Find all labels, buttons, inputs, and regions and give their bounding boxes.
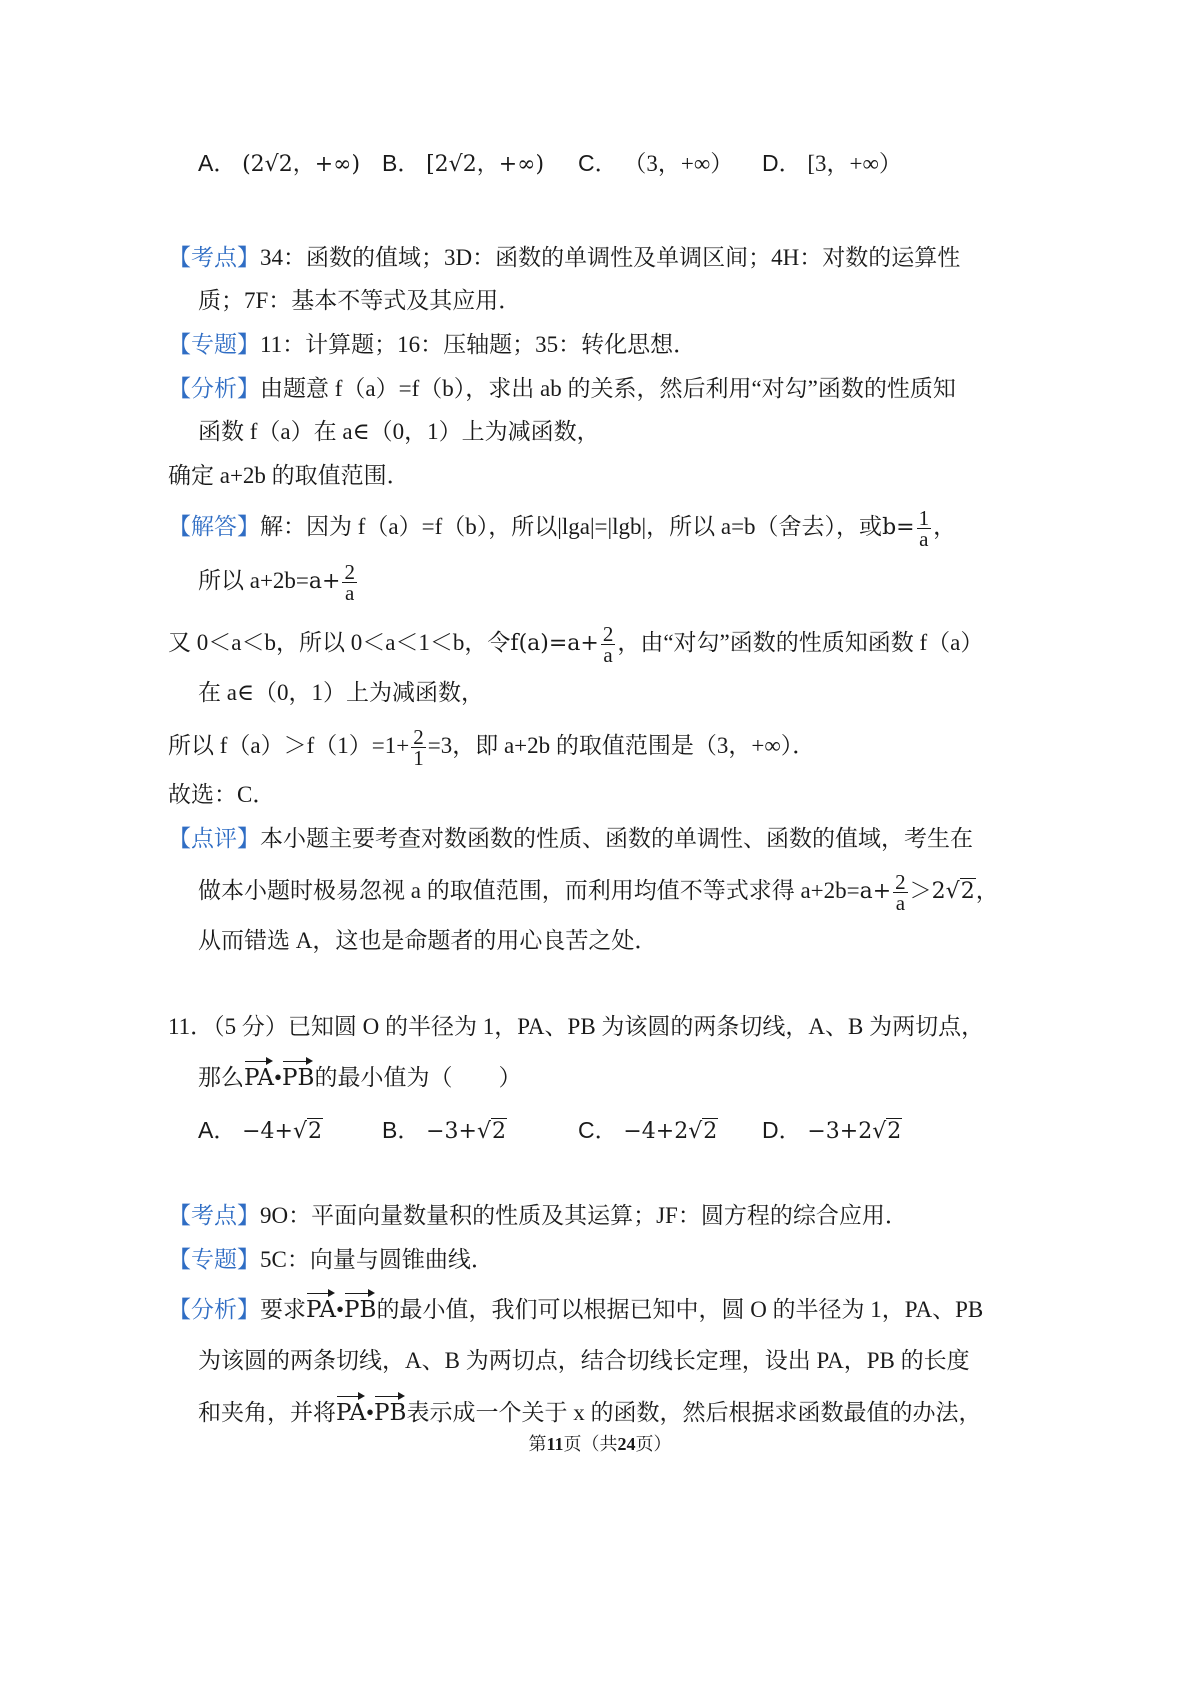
radicand: 2 bbox=[703, 1119, 718, 1144]
jieda-text: 解：因为 f（a）=f（b），所以|lga|=|lgb|，所以 a=b（舍去），或 bbox=[260, 513, 883, 539]
fraction bbox=[411, 727, 426, 768]
fraction-numerator: 2 bbox=[344, 560, 355, 584]
jieda-text: ，由“对勾”函数的性质知函数 f（a） bbox=[617, 629, 984, 655]
q11-kaodian bbox=[168, 1201, 908, 1231]
option-value: −4+2 bbox=[623, 1119, 689, 1144]
q10-jieda-2 bbox=[198, 562, 359, 603]
fraction-denominator: a bbox=[895, 891, 906, 915]
fraction-denominator: 1 bbox=[413, 746, 424, 770]
q10-fenxi bbox=[168, 374, 956, 404]
q10-zhuanti bbox=[168, 330, 696, 360]
q10-dianping-3 bbox=[198, 926, 657, 956]
sqrt-expr: √2 bbox=[688, 1119, 718, 1144]
fraction bbox=[601, 624, 616, 665]
fenxi-text: 为该圆的两条切线，A、B 为两切点，结合切线长定理，设出 PA，PB 的长度 bbox=[198, 1348, 970, 1373]
q10-jieda bbox=[168, 508, 956, 549]
fraction bbox=[893, 872, 908, 913]
sqrt-expr: √2 bbox=[872, 1119, 902, 1144]
dot-operator: • bbox=[335, 1297, 345, 1322]
option-value: −3+ bbox=[426, 1119, 477, 1144]
vector-pa: PA bbox=[336, 1400, 366, 1426]
total-pages: 24 bbox=[617, 1434, 636, 1454]
q11-option-c bbox=[578, 1115, 718, 1147]
vector-pb: PB bbox=[344, 1297, 377, 1323]
fraction-numerator: 2 bbox=[413, 725, 424, 749]
footer-text: 第 bbox=[528, 1434, 547, 1454]
q11-stem bbox=[168, 1012, 984, 1042]
radicand: 2 bbox=[960, 878, 975, 904]
vector-pa: PA bbox=[244, 1065, 274, 1091]
zhuanti-text: 5C：向量与圆锥曲线． bbox=[260, 1247, 494, 1272]
fraction-denominator: a bbox=[345, 581, 355, 605]
punctuation: ， bbox=[975, 877, 999, 903]
kaodian-tag: 【考点】 bbox=[168, 1203, 260, 1228]
q10-dianping-2 bbox=[198, 872, 999, 913]
option-label: A． bbox=[198, 150, 237, 176]
kaodian-text: 9O：平面向量数量积的性质及其运算；JF：圆方程的综合应用． bbox=[260, 1203, 908, 1228]
fraction-denominator: a bbox=[603, 643, 613, 667]
option-value: [2√2，+∞) bbox=[426, 152, 545, 177]
sqrt-expr: √2 bbox=[945, 878, 975, 904]
q11-option-b bbox=[382, 1115, 507, 1147]
q10-jieda-5 bbox=[168, 727, 815, 768]
dianping-text: 本小题主要考查对数函数的性质、函数的单调性、函数的值域，考生在 bbox=[260, 826, 973, 851]
radicand: 2 bbox=[308, 1119, 322, 1144]
q11-zhuanti bbox=[168, 1245, 494, 1275]
jieda-tag: 【解答】 bbox=[168, 513, 260, 539]
kaodian-text: 34：函数的值域；3D：函数的单调性及单调区间；4H：对数的运算性 bbox=[260, 245, 961, 270]
radicand: 2 bbox=[492, 1119, 506, 1144]
footer-text: 页） bbox=[635, 1434, 672, 1454]
radicand: 2 bbox=[887, 1119, 902, 1144]
dot-operator: • bbox=[273, 1065, 283, 1090]
q11-fenxi-3 bbox=[198, 1398, 981, 1428]
fraction bbox=[917, 508, 932, 549]
question-stem: 那么 bbox=[198, 1065, 244, 1090]
jieda-text: 故选：C． bbox=[168, 782, 276, 807]
fenxi-text: 函数 f（a）在 a∈（0，1）上为减函数， bbox=[198, 419, 600, 444]
fraction bbox=[342, 562, 357, 603]
fraction-numerator: 2 bbox=[602, 622, 614, 646]
q10-option-a bbox=[198, 148, 360, 180]
jieda-text: 又 0＜a＜b，所以 0＜a＜1＜b，令 bbox=[168, 629, 511, 655]
kaodian-tag: 【考点】 bbox=[168, 245, 260, 270]
jieda-text: =3，即 a+2b 的取值范围是（3，+∞）． bbox=[427, 732, 816, 758]
q10-option-d bbox=[762, 148, 902, 179]
q10-fenxi-cont bbox=[198, 417, 600, 447]
option-label: D． bbox=[762, 150, 802, 176]
q11-stem-2 bbox=[198, 1063, 521, 1093]
option-value: −4+ bbox=[242, 1119, 293, 1144]
option-label: A． bbox=[198, 1117, 237, 1143]
math-expr: ＞2 bbox=[909, 878, 946, 904]
math-expr: b= bbox=[882, 514, 915, 540]
sqrt-expr: √2 bbox=[476, 1119, 506, 1144]
q11-fenxi-2 bbox=[198, 1346, 970, 1376]
q10-option-b bbox=[382, 148, 544, 180]
vector-pb: PB bbox=[374, 1400, 407, 1426]
fenxi-text: 确定 a+2b 的取值范围． bbox=[168, 463, 410, 488]
q11-option-d bbox=[762, 1115, 902, 1147]
option-label: D． bbox=[762, 1117, 802, 1143]
kaodian-text: 质；7F：基本不等式及其应用． bbox=[198, 288, 522, 313]
fenxi-text: 表示成一个关于 x 的函数，然后根据求函数最值的办法， bbox=[406, 1400, 982, 1425]
option-label: C． bbox=[578, 150, 618, 176]
option-value: −3+2 bbox=[807, 1119, 873, 1144]
option-label: C． bbox=[578, 1117, 618, 1143]
dianping-text: 从而错选 A，这也是命题者的用心良苦之处． bbox=[198, 928, 658, 953]
dianping-text: 做本小题时极易忽视 a 的取值范围，而利用均值不等式求得 a+2b= bbox=[198, 877, 860, 903]
punctuation: ， bbox=[933, 513, 957, 539]
dot-operator: • bbox=[365, 1400, 375, 1425]
q10-fenxi-cont2 bbox=[168, 461, 410, 491]
q10-dianping bbox=[168, 824, 973, 854]
question-stem: 的最小值为（ ） bbox=[314, 1065, 522, 1090]
q10-jieda-3 bbox=[168, 624, 983, 665]
q10-jieda-6 bbox=[168, 780, 275, 810]
zhuanti-tag: 【专题】 bbox=[168, 332, 260, 357]
vector-pb: PB bbox=[282, 1065, 315, 1091]
option-value: （3，+∞） bbox=[623, 151, 734, 176]
zhuanti-text: 11：计算题；16：压轴题；35：转化思想． bbox=[260, 332, 697, 357]
math-expr: a+ bbox=[308, 568, 341, 594]
fenxi-text: 和夹角，并将 bbox=[198, 1400, 336, 1425]
fenxi-text: 要求 bbox=[260, 1297, 306, 1322]
option-label: B． bbox=[382, 150, 421, 176]
fenxi-text: 由题意 f（a）=f（b），求出 ab 的关系，然后利用“对勾”函数的性质知 bbox=[260, 376, 956, 401]
zhuanti-tag: 【专题】 bbox=[168, 1247, 260, 1272]
page-number: 11 bbox=[546, 1434, 564, 1454]
jieda-text: 所以 a+2b= bbox=[198, 567, 309, 593]
fenxi-text: 的最小值，我们可以根据已知中，圆 O 的半径为 1，PA、PB bbox=[376, 1297, 984, 1322]
math-expr: a+ bbox=[859, 878, 892, 904]
math-expr: f(a)=a+ bbox=[510, 630, 599, 656]
fenxi-tag: 【分析】 bbox=[168, 376, 260, 401]
fraction-numerator: 1 bbox=[918, 506, 930, 530]
q10-jieda-4 bbox=[198, 678, 484, 708]
option-label: B． bbox=[382, 1117, 421, 1143]
fraction-denominator: a bbox=[919, 527, 929, 551]
jieda-text: 在 a∈（0，1）上为减函数， bbox=[198, 680, 484, 705]
sqrt-expr: √2 bbox=[292, 1119, 322, 1144]
fraction-numerator: 2 bbox=[895, 870, 906, 894]
page-footer bbox=[0, 1430, 1200, 1456]
vector-pa: PA bbox=[306, 1297, 336, 1323]
jieda-text: 所以 f（a）＞f（1）=1+ bbox=[168, 732, 410, 758]
fenxi-tag: 【分析】 bbox=[168, 1297, 260, 1322]
dianping-tag: 【点评】 bbox=[168, 826, 260, 851]
footer-text: 页（共 bbox=[563, 1434, 618, 1454]
question-stem: 11．（5 分）已知圆 O 的半径为 1，PA、PB 为该圆的两条切线，A、B 为两切点， bbox=[168, 1014, 985, 1039]
option-value: (2√2，+∞) bbox=[242, 152, 361, 177]
option-value: [3，+∞） bbox=[807, 151, 902, 176]
q11-option-a bbox=[198, 1115, 323, 1147]
q10-kaodian-cont bbox=[198, 286, 521, 316]
q10-option-c bbox=[578, 148, 733, 179]
q10-kaodian bbox=[168, 243, 960, 273]
q11-fenxi bbox=[168, 1295, 983, 1325]
